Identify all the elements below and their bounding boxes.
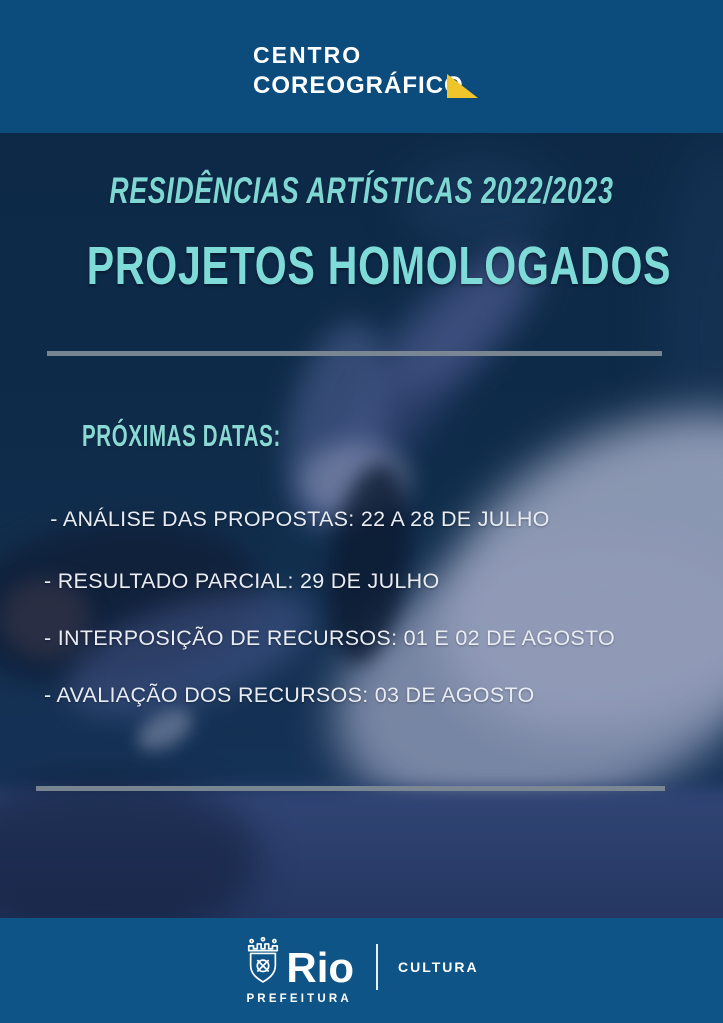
rio-prefeitura-logo (244, 937, 354, 1005)
footer-bar (0, 918, 723, 1023)
cultura-label: CULTURA (398, 958, 479, 975)
prefeitura-label: PREFEITURA (246, 992, 352, 1005)
logo-line2: COREOGRÁFICO (253, 72, 464, 99)
page-title: PROJETOS HOMOLOGADOS (86, 236, 672, 296)
divider-bottom (36, 786, 665, 791)
header-bar (0, 0, 723, 133)
yellow-triangle-icon (447, 74, 478, 98)
edition-subtitle: RESIDÊNCIAS ARTÍSTICAS 2022/2023 (109, 170, 614, 211)
list-item: - INTERPOSIÇÃO DE RECURSOS: 01 E 02 DE AGOSTO (44, 626, 616, 650)
centro-coreografico-logo (253, 44, 464, 98)
next-dates-heading: PRÓXIMAS DATAS: (82, 418, 281, 453)
dates-list (44, 506, 615, 739)
divider-top (47, 351, 662, 356)
prefeitura-logo-group (244, 937, 478, 1005)
list-item: - RESULTADO PARCIAL: 29 DE JULHO (44, 569, 440, 593)
logo-line1: CENTRO (253, 42, 363, 68)
list-item: - AVALIAÇÃO DOS RECURSOS: 03 DE AGOSTO (44, 683, 535, 707)
list-item: - ANÁLISE DAS PROPOSTAS: 22 A 28 DE JULHO (44, 507, 550, 531)
rio-brand-text: Rio (286, 943, 355, 991)
footer-vertical-divider (376, 944, 378, 990)
rio-coat-of-arms-icon (244, 937, 282, 987)
